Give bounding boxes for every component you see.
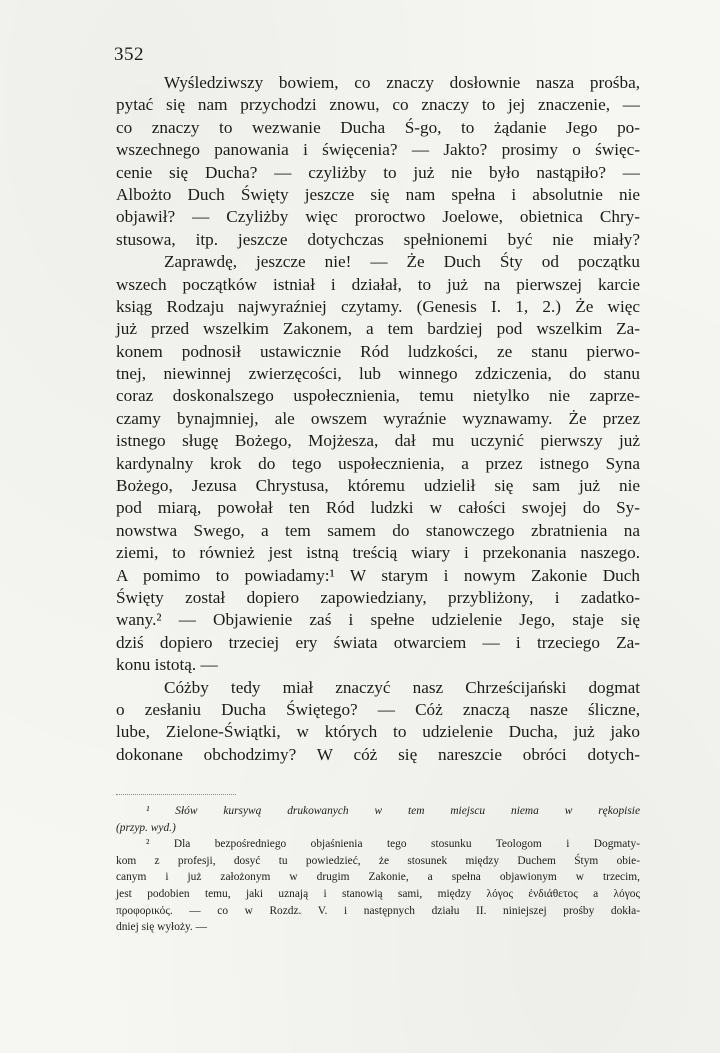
body-line: ziemi, to również jest istną treścią wiary i przekonania naszego. (116, 543, 640, 563)
body-line: konu istotą. — (116, 655, 218, 675)
body-line: konem podnosił ustawicznie Ród ludzkości, ze stanu pierwo- (116, 341, 640, 361)
footnote-lines (116, 803, 640, 936)
body-line: wany.² — Objawienie zaś i spełne udzielenie Jego, staje się (116, 610, 640, 630)
body-line: co znaczy to wezwanie Ducha Ś-go, to żądanie Jego po- (116, 117, 640, 137)
body-line: nowstwa Swego, a tem samem do stanowczego zbratnienia na (116, 520, 640, 540)
body-line: coraz doskonalszego uspołecznienia, temu nietylko nie zaprze- (116, 386, 640, 406)
body-line: stusowa, itp. jeszcze dotychczas spełnionemi być nie miały? (116, 229, 640, 249)
footnote-line: dniej się wyłoży. — (116, 921, 208, 934)
body-line: Cóżby tedy miał znaczyć nasz Chrześcijański dogmat (164, 677, 640, 697)
body-line: Bożego, Jezusa Chrystusa, któremu udzielił się sam już nie (116, 476, 640, 496)
footnote-rule (116, 794, 236, 795)
footnote-line: canym i już założonym w drugim Zakonie, a spełna objawionym w trzecim, (116, 871, 640, 884)
body-line: lube, Zielone-Świątki, w których to udzielenie Ducha, już jako (116, 722, 640, 742)
footnote-line: ² Dla bezpośredniego objaśnienia tego stosunku Teologom i Dogmaty- (146, 838, 640, 851)
body-line: kardynalny krok do tego uspołecznienia, a przez istnego Syna (116, 453, 640, 473)
footnote-line: jest podobien temu, jaki uznają i stanowią sami, między λόγος ἐνδιάθετος a λόγος (116, 887, 640, 900)
body-line: o zesłaniu Ducha Świętego? — Cóż znaczą nasze śliczne, (116, 699, 640, 719)
footnotes (116, 794, 640, 936)
body-line: tnej, niewinnej zwierzęcości, lub winnego zdziczenia, do stanu (116, 364, 640, 384)
body-line: objawił? — Czyliżby więc proroctwo Joelowe, obietnica Chry- (116, 207, 640, 227)
body-line: Zaprawdę, jeszcze nie! — Że Duch Śty od początku (164, 252, 640, 272)
body-line: Albożto Duch Święty jeszcze się nam spełna i absolutnie nie (116, 184, 640, 204)
body-line: Święty został dopiero zapowiedziany, przybliżony, i zadatko- (116, 587, 640, 607)
page-number: 352 (114, 44, 144, 65)
body-text (116, 72, 640, 766)
body-line: wszechnego panowania i święcenia? — Jakto? prosimy o święc- (116, 140, 640, 160)
footnote-line: kom z profesji, dosyć tu powiedzieć, że stosunek między Duchem Śtym obie- (116, 854, 640, 867)
body-line: czamy bynajmniej, ale owszem wyraźnie wyznawamy. Że przez (116, 408, 640, 428)
body-line: pytać się nam przychodzi znowu, co znaczy to jej znaczenie, — (116, 95, 640, 115)
body-line: dokonane obchodzimy? W cóż się nareszcie obróci dotych- (116, 744, 640, 764)
body-line: dziś dopiero trzeciej ery świata otwarciem — i trzeciego Za- (116, 632, 640, 652)
footnote-line: ¹ Słów kursywą drukowanych w tem miejscu niema w rękopisie (146, 805, 640, 817)
body-line: istnego sługę Bożego, Mojżesza, dał mu uczynić pierwszy już (116, 431, 640, 451)
body-line: pod miarą, powołał ten Ród ludzki w całości swojej do Sy- (116, 498, 640, 518)
footnote-line: προφορικός. — co w Rozdz. V. i następnych działu II. niniejszej prośby dokła- (116, 904, 640, 917)
body-line: wszech początków istniał i działał, to już na pierwszej karcie (116, 274, 640, 294)
footnote-line: (przyp. wyd.) (116, 821, 176, 834)
body-line: A pomimo to powiadamy:¹ W starym i nowym Zakonie Duch (116, 565, 640, 585)
body-line: już przed wszelkim Zakonem, a tem bardziej pod wszelkim Za- (116, 319, 640, 339)
body-line: Wyśledziwszy bowiem, co znaczy dosłownie nasza prośba, (164, 73, 640, 92)
body-line: ksiąg Rodzaju najwyraźniej czytamy. (Genesis I. 1, 2.) Że więc (116, 296, 640, 316)
body-line: cenie się Ducha? — czyliżby to już nie było nastąpiło? — (116, 162, 640, 182)
